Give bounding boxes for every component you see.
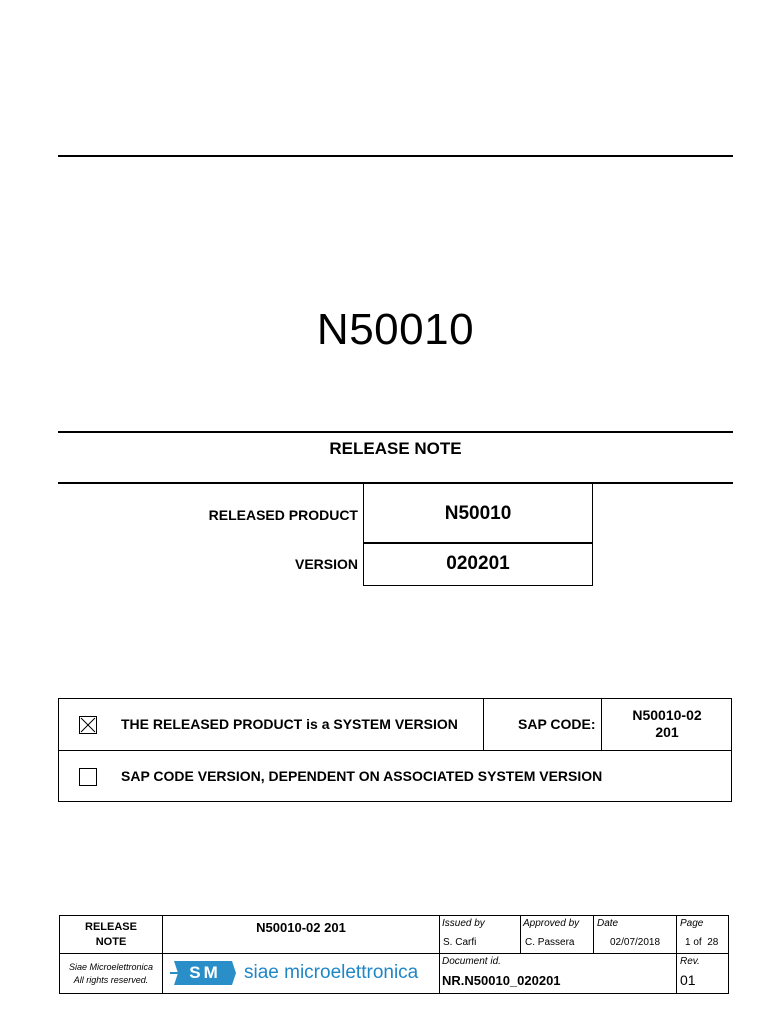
page-value: 1 of 28 bbox=[685, 937, 719, 948]
document-id-label: Document id. bbox=[442, 956, 501, 967]
version-value: 020201 bbox=[363, 542, 593, 586]
top-rule bbox=[58, 155, 733, 157]
product-title: N50010 bbox=[316, 305, 475, 354]
company-notice bbox=[60, 961, 162, 987]
footer-product-code: N50010-02 201 bbox=[256, 920, 346, 935]
section-rule-top bbox=[58, 431, 733, 433]
company-line2: All rights reserved. bbox=[73, 975, 149, 985]
approved-by-value: C. Passera bbox=[525, 937, 575, 948]
row-divider bbox=[59, 750, 731, 751]
rev-label: Rev. bbox=[680, 956, 700, 967]
logo-wordmark: siae microelettronica bbox=[244, 962, 419, 983]
sap-code-line1: N50010-02 bbox=[632, 707, 702, 723]
logo-badge-text: SM bbox=[189, 963, 221, 982]
footer-title-block bbox=[59, 915, 729, 994]
system-version-table bbox=[58, 698, 732, 802]
checked-x-icon bbox=[80, 717, 96, 733]
date-label: Date bbox=[597, 918, 619, 929]
sap-code-value bbox=[602, 707, 732, 741]
doc-type-line1: RELEASE bbox=[85, 921, 137, 933]
system-version-checkbox[interactable] bbox=[79, 716, 97, 734]
issued-by-value: S. Carfi bbox=[443, 937, 477, 948]
footer-col-divider bbox=[676, 916, 677, 993]
company-logo bbox=[170, 957, 435, 989]
sap-code-version-text: SAP CODE VERSION, DEPENDENT ON ASSOCIATED SYSTEM VERSION bbox=[121, 768, 603, 784]
issued-by-label: Issued by bbox=[442, 918, 485, 929]
released-product-value: N50010 bbox=[363, 483, 593, 544]
doc-type bbox=[60, 920, 162, 950]
footer-row-divider bbox=[60, 953, 728, 954]
doc-type-line2: NOTE bbox=[95, 936, 127, 948]
sap-code-line2: 201 bbox=[655, 724, 679, 740]
footer-col-divider bbox=[439, 916, 440, 993]
version-label: VERSION bbox=[294, 556, 358, 572]
section-title: RELEASE NOTE bbox=[329, 439, 462, 458]
sap-code-label: SAP CODE: bbox=[518, 716, 596, 732]
page-label: Page bbox=[680, 918, 704, 929]
approved-by-label: Approved by bbox=[523, 918, 580, 929]
company-line1: Siae Microelettronica bbox=[68, 962, 154, 972]
system-version-text: THE RELEASED PRODUCT is a SYSTEM VERSION bbox=[121, 716, 458, 732]
footer-col-divider bbox=[593, 916, 594, 953]
date-value: 02/07/2018 bbox=[610, 937, 661, 948]
document-id-value: NR.N50010_020201 bbox=[442, 973, 561, 988]
footer-col-divider bbox=[520, 916, 521, 953]
col-divider bbox=[483, 699, 484, 750]
released-product-label: RELEASED PRODUCT bbox=[208, 507, 358, 523]
sap-code-version-checkbox[interactable] bbox=[79, 768, 97, 786]
rev-value: 01 bbox=[680, 972, 696, 988]
